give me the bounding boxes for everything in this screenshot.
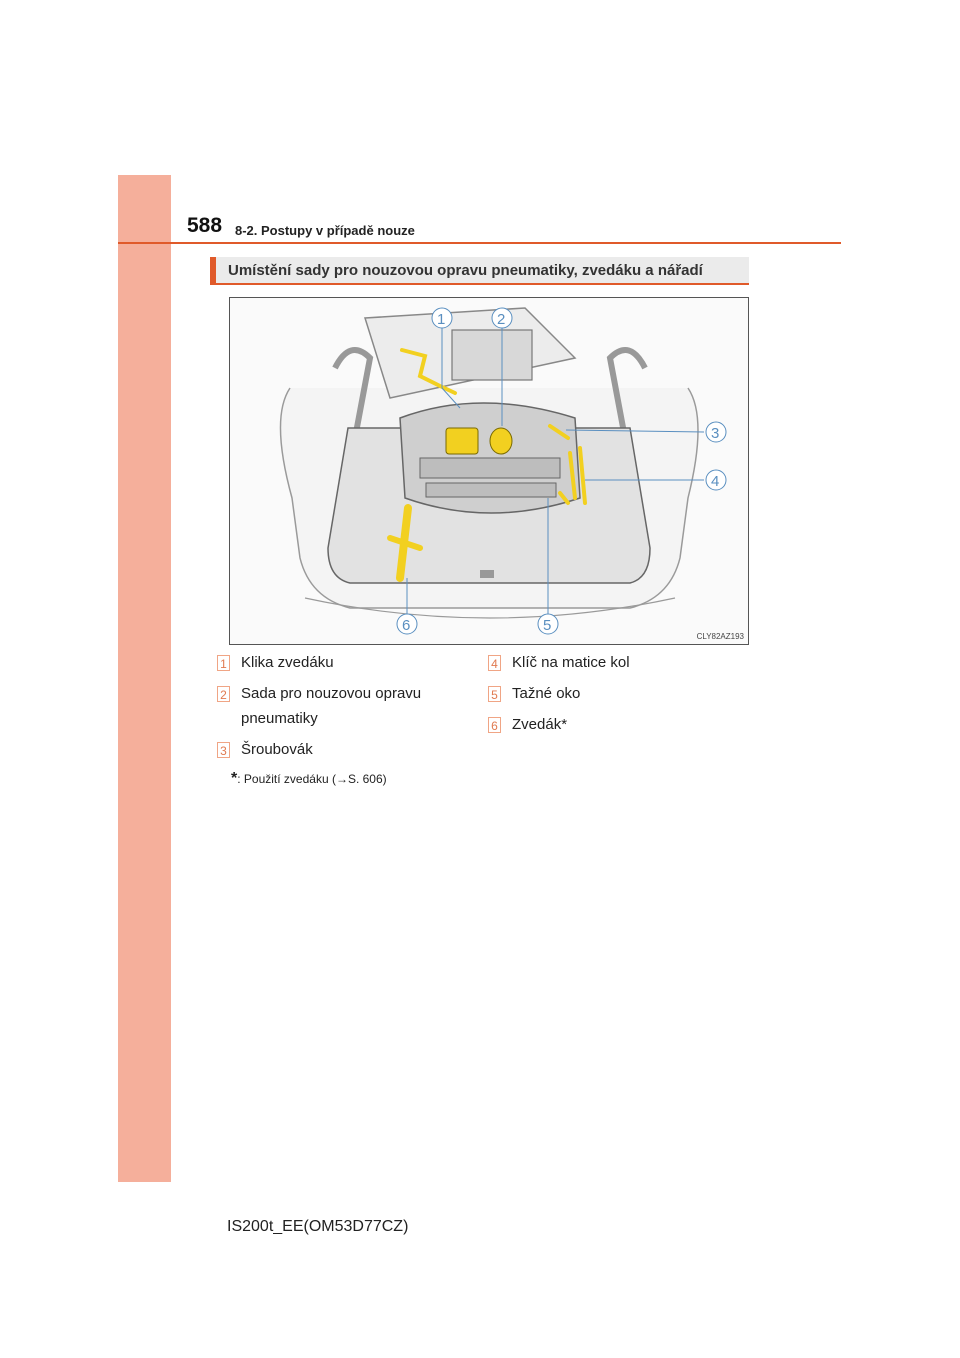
footnote-star: *: [231, 770, 238, 787]
legend-text-cont: pneumatiky: [241, 710, 318, 727]
legend-item-3: [217, 737, 313, 762]
legend-item-1: [217, 650, 334, 675]
legend-text: Tažné oko: [512, 685, 581, 702]
figure-code: CLY82AZ193: [696, 632, 744, 641]
callout-5: 5: [543, 617, 552, 634]
trunk-illustration: [229, 297, 749, 645]
header-rule: [118, 242, 841, 244]
legend-text: Klika zvedáku: [241, 654, 334, 671]
legend-number: 6: [488, 717, 501, 733]
callout-6: 6: [402, 617, 411, 634]
legend-number: 4: [488, 655, 501, 671]
chapter-title: 8-2. Postupy v případě nouze: [235, 223, 415, 238]
footnote-text: : Použití zvedáku (→S. 606): [237, 772, 387, 786]
section-heading-text: Umístění sady pro nouzovou opravu pneumatiky, zvedáku a nářadí: [228, 262, 703, 279]
callout-2: 2: [497, 311, 506, 328]
legend-item-5: [488, 681, 581, 706]
legend-number: 1: [217, 655, 230, 671]
legend-text: Zvedák*: [512, 716, 568, 733]
legend-item-4: [488, 650, 630, 675]
legend-text: Sada pro nouzovou opravu: [241, 685, 422, 702]
legend-item-6: [488, 712, 568, 737]
footer-code: IS200t_EE(OM53D77CZ): [227, 1218, 409, 1235]
legend-number: 5: [488, 686, 501, 702]
legend-number: 2: [217, 686, 230, 702]
legend-number: 3: [217, 742, 230, 758]
callout-4: 4: [711, 473, 720, 490]
callout-3: 3: [711, 425, 720, 442]
section-heading: [210, 257, 749, 285]
trunk-drawing: [230, 298, 748, 644]
side-band: [118, 175, 171, 1182]
legend-item-2: [217, 681, 422, 727]
callout-1: 1: [437, 311, 446, 328]
legend-text: Klíč na matice kol: [512, 654, 630, 671]
footnote: [231, 770, 387, 788]
page-number: 588: [187, 214, 223, 237]
legend-text: Šroubovák: [241, 741, 313, 758]
